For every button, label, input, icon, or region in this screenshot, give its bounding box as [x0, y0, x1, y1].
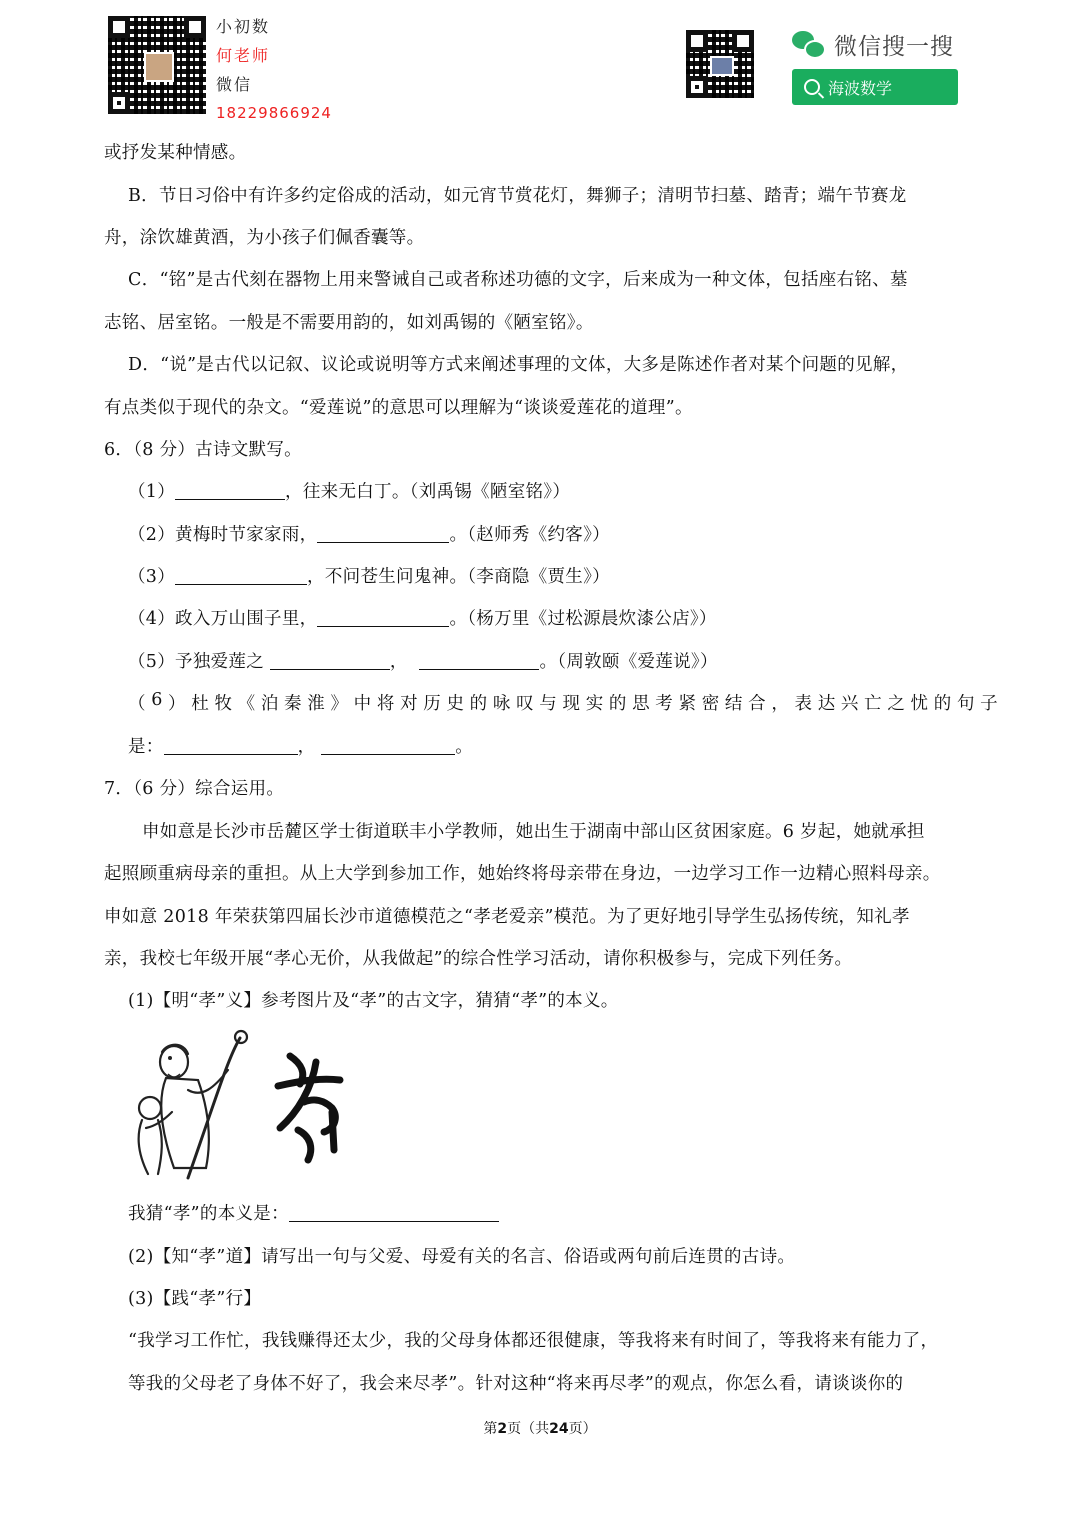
option-b-line1: B．节日习俗中有许多约定俗成的活动，如元宵节赏花灯，舞狮子；清明节扫墓、踏青；端午节赛龙 [128, 186, 907, 206]
page-total: 24 [549, 1421, 569, 1437]
contact-info [216, 12, 332, 128]
qr-wechat-image [710, 56, 734, 76]
char: 考 [655, 694, 674, 714]
wechat-icon [792, 31, 824, 59]
answer-blank[interactable] [164, 736, 298, 755]
char: 《 [237, 694, 256, 714]
char: 将 [376, 694, 395, 714]
question-6-1: （1） ，往来无白丁。（刘禹锡《陋室铭》） [128, 482, 571, 502]
char: 历 [423, 694, 442, 714]
paragraph-line: 起照顾重病母亲的重担。从上大学到参加工作，她始终将母亲带在身边，一边学习工作一边精心照料母亲。 [104, 864, 941, 884]
contact-line3: 微信 [216, 75, 253, 94]
option-b-line2: 舟，涂饮雄黄酒，为小孩子们佩香囊等。 [104, 228, 425, 248]
search-label: 海波数学 [828, 78, 893, 98]
char: 中 [353, 694, 372, 714]
char: 与 [539, 694, 558, 714]
search-icon [804, 79, 820, 95]
question-7-title: 7．（6 分）综合运用。 [104, 779, 285, 799]
char: 之 [887, 694, 906, 714]
char: 淮 [307, 694, 326, 714]
filial-piety-illustration [128, 1028, 358, 1184]
char: 忧 [910, 694, 929, 714]
char: 结 [724, 694, 743, 714]
char: 实 [585, 694, 604, 714]
paragraph-line: 申如意 2018 年荣获第四届长沙市道德模范之“孝老爱亲”模范。为了更好地引导学生弘扬传统，知礼孝 [104, 907, 910, 927]
char: 的 [469, 694, 488, 714]
char: 对 [400, 694, 418, 714]
question-6-title: 6．（8 分）古诗文默写。 [104, 440, 302, 460]
char: （ [128, 694, 146, 714]
char: 达 [817, 694, 836, 714]
char: 》 [330, 694, 349, 714]
char: 子 [980, 694, 998, 714]
qr-avatar-image [144, 52, 174, 82]
char: 密 [701, 694, 720, 714]
paragraph-line: 申如意是长沙市岳麓区学士街道联丰小学教师，她出生于湖南中部山区贫困家庭。6 岁起，她就承担 [142, 822, 925, 842]
question-7-1: (1)【明“孝”义】参考图片及“孝”的古文字，猜猜“孝”的本义。 [128, 991, 619, 1011]
question-7-2: (2)【知“孝”道】请写出一句与父爱、母爱有关的名言、俗语或两句前后连贯的古诗。 [128, 1247, 796, 1267]
char: 紧 [678, 694, 697, 714]
option-d-line2: 有点类似于现代的杂文。“爱莲说”的意思可以理解为“谈谈爱莲花的道理”。 [104, 398, 693, 418]
wechat-search-header [792, 28, 954, 61]
answer-blank[interactable] [317, 524, 449, 543]
char: 咏 [492, 694, 511, 714]
question-6-2: （2）黄梅时节家家雨， 。（赵师秀《约客》） [128, 525, 610, 545]
char: 合 [748, 694, 766, 714]
char: ） [168, 694, 186, 714]
quote-line1: “我学习工作忙，我钱赚得还太少，我的父母身体都还很健康，等我将来有时间了，等我将来有能力了， [128, 1331, 939, 1351]
question-6-4: （4）政入万山围子里， 。（杨万里《过松源晨炊漆公店》） [128, 609, 717, 629]
question-6-3: （3） ，不问苍生问鬼神。（李商隐《贾生》） [128, 567, 610, 587]
contact-phone: 18229866924 [216, 104, 332, 122]
answer-blank[interactable] [175, 566, 307, 585]
answer-blank[interactable] [419, 651, 539, 670]
char: 叹 [516, 694, 534, 714]
answer-blank[interactable] [321, 736, 455, 755]
char: 思 [632, 694, 650, 714]
question-7-3: (3)【践“孝”行】 [128, 1289, 262, 1309]
question-6-5: （5）予独爱莲之 ， 。（周敦颐《爱莲说》） [128, 652, 718, 672]
contact-line1: 小初数 [216, 17, 271, 36]
char: 牧 [214, 694, 233, 714]
option-c-line2: 志铭、居室铭。一般是不需要用韵的，如刘禹锡的《陋室铭》。 [104, 313, 594, 333]
option-d-line1: D．“说”是古代以记叙、议论或说明等方式来阐述事理的文体，大多是陈述作者对某个问题的见解， [128, 355, 909, 375]
char: 句 [956, 694, 975, 714]
wechat-search-button[interactable] [792, 69, 958, 105]
char: 的 [608, 694, 627, 714]
page-footer: 第2页（共24页） [483, 1421, 597, 1437]
answer-blank[interactable] [175, 481, 285, 500]
char: ， [771, 694, 790, 714]
char: 史 [446, 694, 465, 714]
answer-blank[interactable] [270, 651, 390, 670]
contact-name: 何老师 [216, 46, 271, 65]
page-number: 2 [497, 1421, 508, 1437]
char: 6 [151, 690, 163, 710]
guess-line: 我猜“孝”的本义是： [128, 1200, 499, 1225]
char: 泊 [260, 694, 279, 714]
answer-blank[interactable] [317, 608, 449, 627]
char: 的 [933, 694, 952, 714]
char: 表 [794, 694, 813, 714]
char: 秦 [284, 694, 302, 714]
paragraph-line: 亲，我校七年级开展“孝心无价，从我做起”的综合性学习活动，请你积极参与，完成下列任务。 [104, 949, 853, 969]
option-c-line1: C．“铭”是古代刻在器物上用来警诫自己或者称述功德的文字，后来成为一种文体，包括座右铭、墓 [128, 270, 908, 290]
answer-blank[interactable] [289, 1203, 499, 1222]
question-6-6 [128, 690, 998, 715]
question-6-6-answer: 是： ， 。 [128, 737, 474, 757]
char: 亡 [864, 694, 882, 714]
char: 现 [562, 694, 581, 714]
wechat-label: 微信搜一搜 [834, 34, 954, 60]
char: 杜 [191, 694, 210, 714]
quote-line2: 等我的父母老了身体不好了，我会来尽孝”。针对这种“将来再尽孝”的观点，你怎么看，请谈谈你的 [128, 1374, 904, 1394]
char: 兴 [840, 694, 859, 714]
text-line: 或抒发某种情感。 [104, 143, 247, 163]
